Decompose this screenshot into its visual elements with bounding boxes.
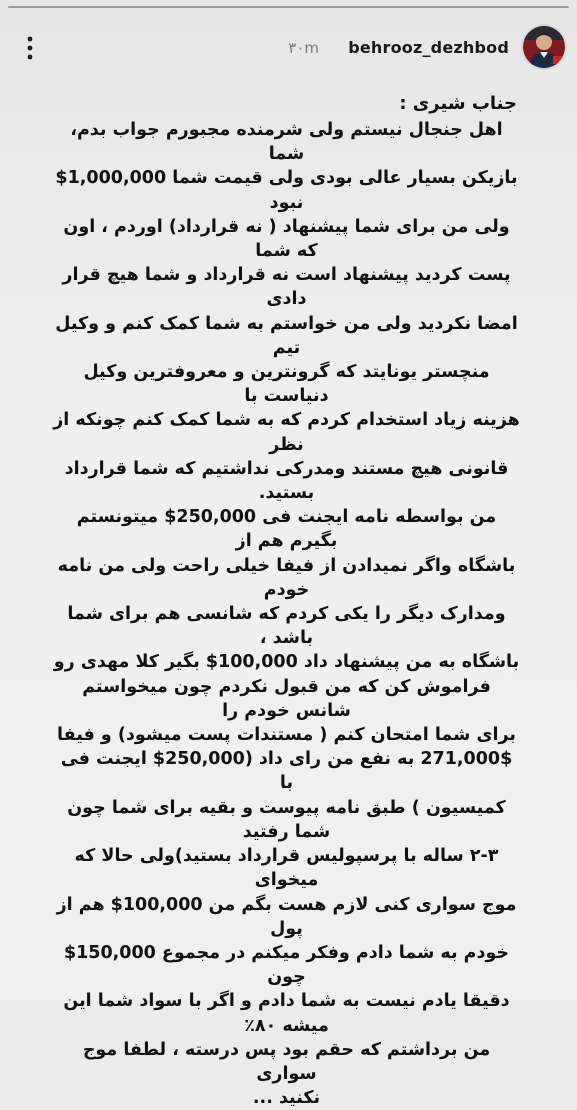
story-timestamp: ۳۰m (288, 39, 319, 57)
letter-text-block (52, 92, 521, 1110)
profile-avatar[interactable] (521, 24, 567, 70)
more-vertical-icon[interactable] (22, 34, 38, 62)
letter-greeting: جناب شیری : (399, 93, 517, 114)
letter-body: اهل جنجال نیستم ولی شرمنده مجبورم جواب بدم، شما بازیکن بسیار عالی بودی ولی قیمت شما 1,000,000$ نبود ولی من برای شما پیشنهاد ( نه قرارداد) اوردم ، اون که شما پست کردید پیشنهاد است نه قرارداد و شما هیچ قرار دادی امضا نکردید ولی من خواستم به شما کمک کنم و وکیل تیم منچستر یونایتد که گرونترین و معروفترین وکیل دنیاست با هزینه زیاد استخدام کردم که به شما کمک کنم چونکه از نظر قانونی هیچ مستند ومدرکی نداشتیم که شما قرارداد بستید. من بواسطه نامه ایجنت فی 250,000$ میتونستم بگیرم هم از باشگاه واگر نمیدادن از فیفا خیلی راحت ولی من نامه خودم ومدارک دیگر را یکی کردم که شانسی هم برای شما باشد ، باشگاه به من پیشنهاد داد 100,000$ بگیر کلا مهدی رو فراموش کن که من قبول نکردم چون میخواستم شانس خودم را برای شما امتحان کنم ( مستندات پست میشود) و فیفا 271,000$ به نفع من رای داد (250,000$ ایجنت فی با کمیسیون ) طبق نامه پیوست و بقیه برای شما چون شما رفتید ۲-۳ ساله با پرسپولیس قرارداد بستید)ولی حالا که میخوای موج سواری کنی لازم هست بگم من 100,000$ هم از پول خودم به شما دادم وفکر میکنم در مجموع 150,000$ چون دقیقا یادم نیست به شما دادم و اگر با سواد شما این میشه ۸۰٪ من برداشتم که حقم بود پس درسته ، لطفا موج سواری نکنید ... (53, 120, 520, 1109)
story-progress-bar (8, 6, 569, 8)
story-username[interactable]: behrooz_dezhbod (348, 38, 509, 57)
story-progress-fill (8, 6, 569, 8)
story-header (0, 20, 577, 80)
